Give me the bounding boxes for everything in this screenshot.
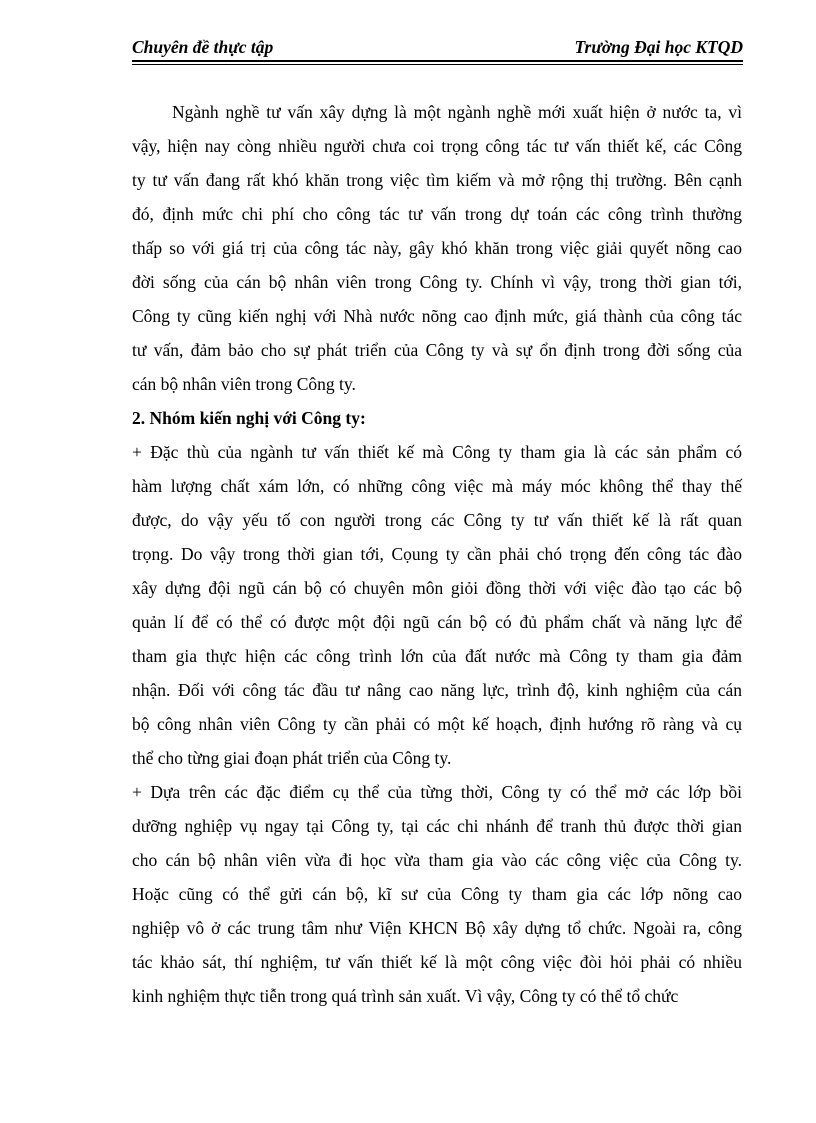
body-line: trọng. Do vậy trong thời gian tới, Cọung ty cần phải chó trọng đến công tác đào	[132, 544, 742, 564]
body-line: tham gia thực hiện các công trình lớn của đất nước mà Công ty tham gia đảm	[132, 646, 742, 666]
body-line: bộ công nhân viên Công ty cần phải có một kế hoạch, định hướng rõ ràng và cụ	[132, 714, 742, 734]
body-line: Hoặc cũng có thể gửi cán bộ, kĩ sư của Công ty tham gia các lớp nõng cao	[132, 884, 742, 904]
body-line: Công ty cũng kiến nghị với Nhà nước nõng cao định mức, giá thành của công tác	[132, 306, 742, 326]
header-rule-thick	[132, 60, 743, 62]
body-line: cho cán bộ nhân viên vừa đi học vừa tham gia vào các công việc của Công ty.	[132, 850, 742, 870]
body-line: kinh nghiệm thực tiễn trong quá trình sản xuất. Vì vậy, Công ty có thể tổ chức	[132, 986, 679, 1006]
page-header	[132, 36, 743, 62]
body-line: nghiệp vô ở các trung tâm như Viện KHCN Bộ xây dựng tổ chức. Ngoài ra, công	[132, 918, 742, 938]
body-line: được, do vậy yếu tố con người trong các Công ty tư vấn thiết kế là rất quan	[132, 510, 742, 530]
body-line: tư vấn, đảm bảo cho sự phát triển của Công ty và sự ổn định trong đời sống của	[132, 340, 742, 360]
header-rule-thin	[132, 64, 743, 65]
body-line: quản lí để có thể có được một đội ngũ cán bộ có đủ phẩm chất và năng lực để	[132, 612, 742, 632]
body-line: thể cho từng giai đoạn phát triển của Công ty.	[132, 748, 452, 768]
body-line: tác khảo sát, thí nghiệm, tư vấn thiết kế là một công việc đòi hỏi phải có nhiều	[132, 952, 742, 972]
body-line: Ngành nghề tư vấn xây dựng là một ngành nghề mới xuất hiện ở nước ta, vì	[172, 102, 742, 122]
header-right-title: Trường Đại học KTQD	[574, 37, 743, 57]
body-line: xây dựng đội ngũ cán bộ có chuyên môn giỏi đồng thời với việc đào tạo các bộ	[132, 578, 742, 598]
body-line: hàm lượng chất xám lớn, có những công việc mà máy móc không thể thay thế	[132, 476, 742, 496]
body-line: + Dựa trên các đặc điểm cụ thể của từng thời, Công ty có thể mở các lớp bồi	[132, 782, 742, 802]
body-line: thấp so với giá trị của công tác này, gây khó khăn trong việc giải quyết nõng cao	[132, 238, 742, 258]
body-line: đời sống của cán bộ nhân viên trong Công ty. Chính vì vậy, trong thời gian tới,	[132, 272, 742, 292]
body-line: ty tư vấn đang rất khó khăn trong việc tìm kiếm và mở rộng thị trường. Bên cạnh	[132, 170, 742, 190]
body-line: dưỡng nghiệp vụ ngay tại Công ty, tại các chi nhánh để tranh thủ được thời gian	[132, 816, 742, 836]
header-left-title: Chuyên đề thực tập	[132, 37, 274, 57]
body-line: + Đặc thù của ngành tư vấn thiết kế mà Công ty tham gia là các sản phẩm có	[132, 442, 742, 462]
body-line: nhận. Đối với công tác đầu tư nâng cao năng lực, trình độ, kinh nghiệm của cán	[132, 680, 742, 700]
body-line: vậy, hiện nay còng nhiều người chưa coi trọng công tác tư vấn thiết kế, các Công	[132, 136, 742, 156]
body-line: cán bộ nhân viên trong Công ty.	[132, 374, 356, 394]
section-heading: 2. Nhóm kiến nghị với Công ty:	[132, 408, 366, 428]
body-line: đó, định mức chi phí cho công tác tư vấn trong dự toán các công trình thường	[132, 204, 742, 224]
